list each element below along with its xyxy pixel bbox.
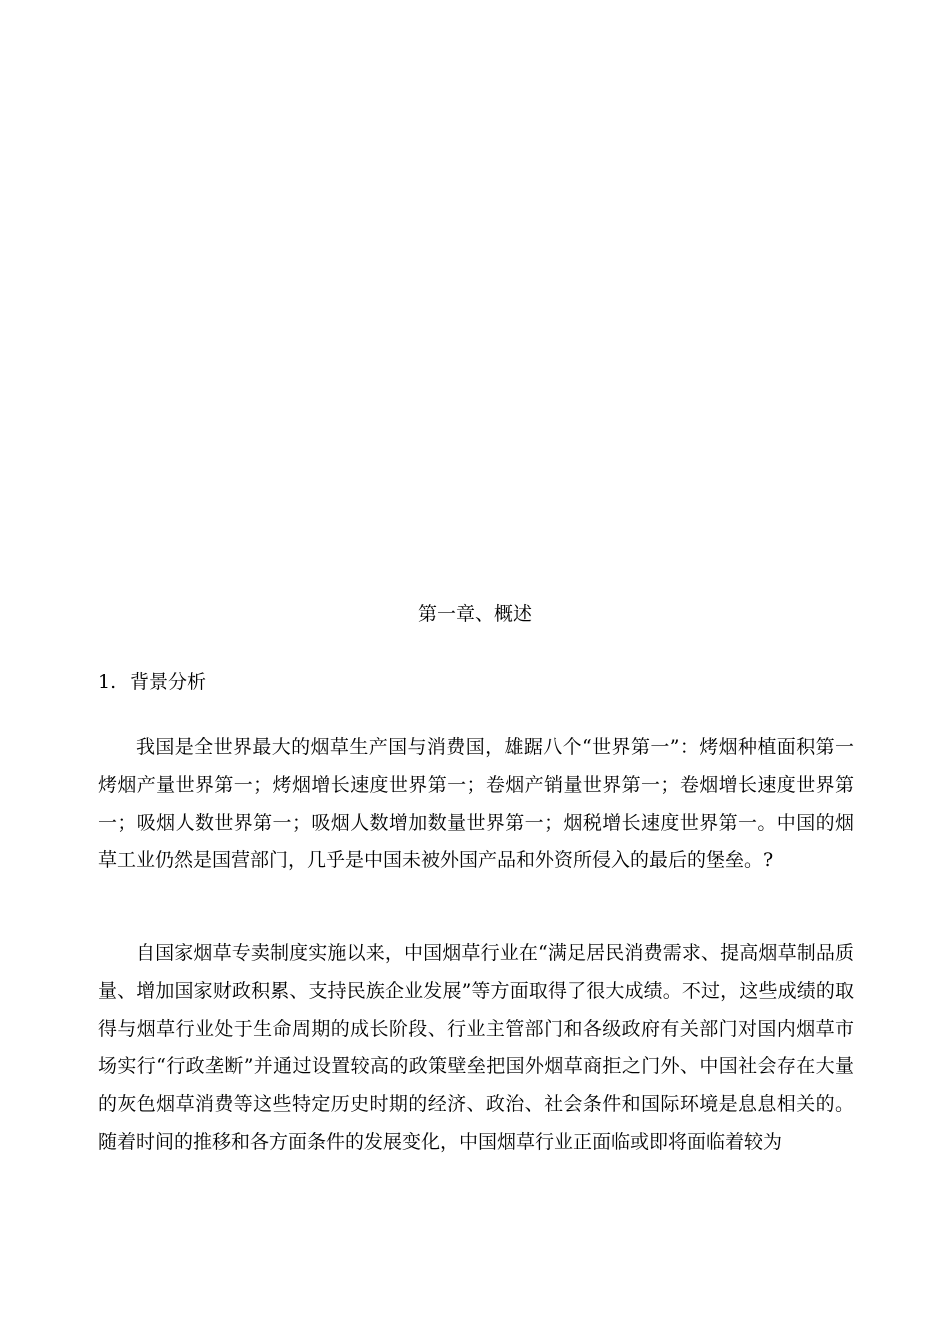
section-title: 背景分析 (130, 671, 207, 693)
section-number: 1. (98, 671, 117, 693)
body-paragraph: 我国是全世界最大的烟草生产国与消费国，雄踞八个“世界第一”：烤烟种植面积第一烤烟产量世界第一；烤烟增长速度世界第一；卷烟产销量世界第一；卷烟增长速度世界第一；吸烟人数世界第一；吸烟人数增加数量世界第一；烟税增长速度世界第一。中国的烟草工业仍然是国营部门，几乎是中国未被外国产品和外资所侵入的最后的堡垒。? (98, 736, 854, 872)
body-paragraph: 自国家烟草专卖制度实施以来，中国烟草行业在“满足居民消费需求、提高烟草制品质量、增加国家财政积累、支持民族企业发展”等方面取得了很大成绩。不过，这些成绩的取得与烟草行业处于生命周期的成长阶段、行业主管部门和各级政府有关部门对国内烟草市场实行“行政垄断”并通过设置较高的政策壁垒把国外烟草商拒之门外、中国社会存在大量的灰色烟草消费等这些特定历史时期的经济、政治、社会条件和国际环境是息息相关的。随着时间的推移和各方面条件的发展变化，中国烟草行业正面临或即将面临着较为 (98, 942, 854, 1153)
chapter-title: 第一章、概述 (417, 603, 532, 625)
section-heading (98, 668, 206, 696)
